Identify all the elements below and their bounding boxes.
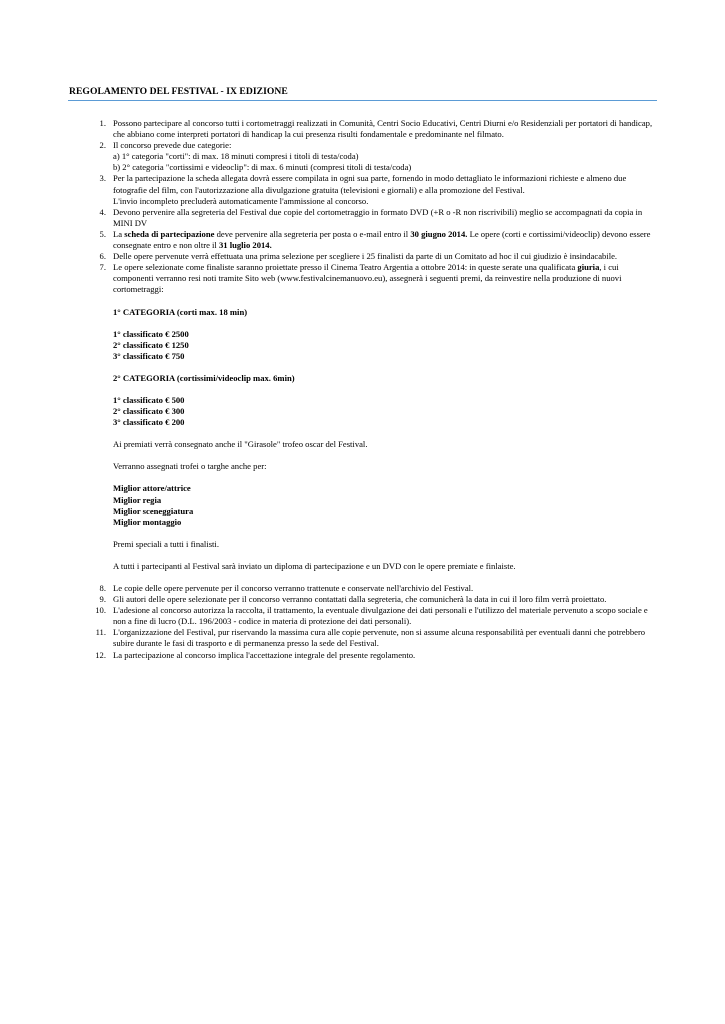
item-text: a) 1° categoria "corti": di max. 18 minuti compresi i titoli di testa/coda) [113, 151, 359, 162]
prize-line: 1° classificato € 2500 [113, 328, 189, 339]
list-item [0, 650, 657, 661]
trofeo-item: Miglior attore/attrice [113, 483, 191, 494]
item-text: Gli autori delle opere selezionate per il concorso verranno contattati dalla segreteria, che comunicherà la data in cui il loro film verrà proiettato. [113, 594, 607, 605]
diploma-note: A tutti i partecipanti al Festival sarà inviato un diploma di partecipazione e un DVD con le opere premiate e finlaiste. [113, 560, 516, 571]
title-underline [68, 100, 657, 101]
list-item [0, 173, 657, 206]
text-run: deve pervenire alla segreteria per posta o e-mail entro il [214, 228, 411, 239]
item-text: Delle opere pervenute verrà effettuata una prima selezione per scegliere i 25 finalisti da parte di un Comitato ad hoc il cui giudizio è insindacabile. [113, 251, 618, 262]
trofei-list [113, 483, 657, 527]
list-item [0, 594, 657, 605]
list-item [0, 207, 657, 229]
document-title: REGOLAMENTO DEL FESTIVAL - IX EDIZIONE [69, 86, 288, 97]
list-item [0, 229, 657, 251]
item-number: 12. [95, 649, 106, 660]
list-item [0, 583, 657, 594]
item-text: L'invio incompleto precluderà automaticamente l'ammissione al concorso. [113, 195, 369, 206]
item-text [113, 229, 657, 251]
premi-speciali: Premi speciali a tutti i finalisti. [113, 538, 219, 549]
item-text: Devono pervenire alla segreteria del Festival due copie del cortometraggio in formato DVD (+R o -R non riscrivibili) meglio se accompagnati da copia in MINI DV [113, 206, 643, 228]
prize-line: 3° classificato € 200 [113, 417, 185, 428]
item-number: 3. [99, 173, 106, 184]
item-text [113, 262, 657, 295]
item-text: Le copie delle opere pervenute per il concorso verranno trattenute e conservate nell'archivio del Festival. [113, 583, 474, 593]
trofeo-item: Miglior regia [113, 494, 162, 505]
item-text: b) 2° categoria "cortissimi e videoclip": di max. 6 minuti (compresi titoli di testa/coda) [113, 162, 412, 173]
trofeo-item: Miglior sceneggiatura [113, 505, 194, 516]
bold-run: 30 giugno 2014. [410, 228, 468, 239]
text-run: Le opere (corti e cortissimi/videoclip) devono essere consegnate entro e non oltre il [113, 228, 651, 251]
item-number: 10. [95, 605, 106, 616]
item-number: 9. [99, 594, 106, 605]
category-heading: 2° CATEGORIA (cortissimi/videoclip max. 6min) [113, 372, 295, 383]
prize-line: 1° classificato € 500 [113, 394, 185, 405]
trofei-intro: Verranno assegnati trofei o targhe anche per: [113, 461, 267, 472]
list-item [0, 605, 657, 627]
item-text: L'adesione al concorso autorizza la raccolta, il trattamento, la eventuale divulgazione dei dati personali e l'utilizzo del materiale pervenuto a scopo sociale e non a fine di lucro (D.L. 196/2003 - codice in materia di protezione dei dati personali). [113, 605, 648, 627]
prize-line: 3° classificato € 750 [113, 350, 185, 361]
item-text: Possono partecipare al concorso tutti i cortometraggi realizzati in Comunità, Centri Socio Educativi, Centri Diurni e/o Residenziali per portatori di handicap, che abbiano come interpreti portatori di handicap la cui presenza risulti fondamentale e predominante nel filmato. [113, 118, 653, 140]
prize-line: 2° classificato € 300 [113, 406, 185, 417]
list-item [0, 262, 657, 583]
text-run: La [113, 228, 125, 239]
item-text: L'organizzazione del Festival, pur riservando la massima cura alle copie pervenute, non si assume alcuna responsabilità per eventuali danni che potrebbero subire durante le fasi di trasporto e di permanenza presso la sede del Festival. [113, 627, 646, 649]
item-text: Il concorso prevede due categorie: [113, 140, 232, 151]
list-item [0, 140, 657, 173]
item-number: 2. [99, 140, 106, 151]
list-item [0, 118, 657, 140]
item-number: 5. [99, 228, 106, 239]
item-text: Per la partecipazione la scheda allegata dovrà essere compilata in ogni sua parte, fornendo in modo dettagliato le informazioni richieste e almeno due fotografie del film, con l'autorizzazione alla divulgazione gratuita (televisioni e giornali) e alla promozione del Festival. [113, 173, 627, 195]
prize-category-1 [113, 307, 657, 362]
bold-run: giuria [577, 262, 600, 273]
prize-category-2 [113, 373, 657, 428]
category-heading: 1° CATEGORIA (corti max. 18 min) [113, 306, 248, 317]
bold-run: 31 luglio 2014. [218, 240, 272, 251]
text-run: , i cui componenti verranno resi noti tramite Sito web (www.festivalcinemanuovo.eu), assegnerà i seguenti premi, da reinvestire nella produzione di nuovi cortometraggi: [113, 262, 622, 295]
item-text: La partecipazione al concorso implica l'accettazione integrale del presente regolamento. [113, 649, 416, 660]
rules-list [0, 118, 725, 661]
item-number: 6. [99, 251, 106, 262]
item-number: 7. [99, 262, 106, 273]
prize-line: 2° classificato € 1250 [113, 339, 189, 350]
text-run: Le opere selezionate come finaliste saranno proiettate presso il Cinema Teatro Argentia a ottobre 2014: in queste serate una qualificata [113, 262, 578, 273]
trofeo-item: Miglior montaggio [113, 516, 182, 527]
item-number: 1. [99, 118, 106, 128]
list-item [0, 251, 657, 262]
item-number: 8. [99, 583, 106, 593]
item-number: 11. [95, 627, 106, 638]
list-item [0, 627, 657, 649]
item-number: 4. [99, 206, 106, 217]
bold-run: scheda di partecipazione [124, 228, 215, 239]
girasole-note: Ai premiati verrà consegnato anche il "Girasole" trofeo oscar del Festival. [113, 439, 368, 450]
